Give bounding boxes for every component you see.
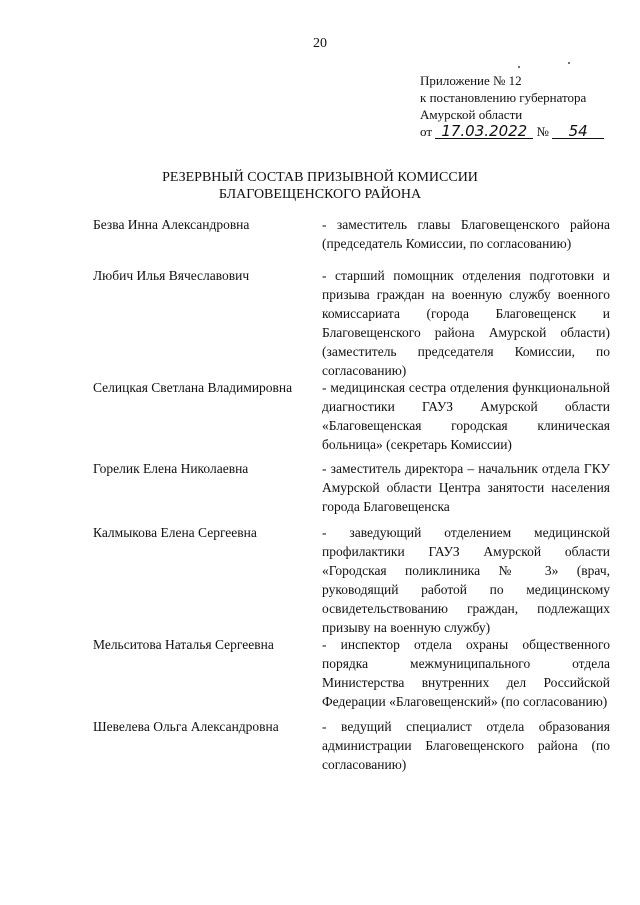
member-name: Мельситова Наталья Сергеевна: [93, 637, 274, 652]
date-prefix: от: [420, 124, 433, 139]
member-role: - заместитель директора – начальник отдела ГКУ Амурской области Центра занятости населения города Благовещенска: [322, 461, 610, 514]
member-role: - медицинская сестра отделения функциональной диагностики ГАУЗ Амурской области «Благовещенская городская клиническая больница» (секретарь Комиссии): [322, 380, 610, 452]
member-role: - инспектор отдела охраны общественного порядка межмуниципального отдела Министерства внутренних дел Российской Федерации «Благовещенский» (по согласованию): [322, 637, 610, 709]
title-line-2: БЛАГОВЕЩЕНСКОГО РАЙОНА: [218, 187, 422, 202]
member-role: - заместитель главы Благовещенского района (председатель Комиссии, по согласованию): [322, 217, 610, 251]
appendix-header: [420, 72, 620, 140]
scan-speck: [518, 66, 520, 68]
member-name: Безва Инна Александровна: [93, 217, 250, 232]
scan-speck: [568, 62, 570, 64]
title-line-1: РЕЗЕРВНЫЙ СОСТАВ ПРИЗЫВНОЙ КОМИССИИ: [162, 170, 478, 185]
member-role: - заведующий отделением медицинской профилактики ГАУЗ Амурской области «Городская поликлиника № 3» (врач, руководящий работой по медицинскому освидетельствованию граждан, подлежащих призыву на военную службу): [322, 525, 610, 635]
page-number: 20: [313, 36, 327, 51]
member-role: - старший помощник отделения подготовки и призыва граждан на военную службу военного комиссариата (города Благовещенск и Благовещенского района Амурской области) (заместитель председателя Комиссии, по согласованию): [322, 268, 610, 378]
member-role: - ведущий специалист отдела образования администрации Благовещенского района (по согласованию): [322, 719, 610, 772]
document-title: [0, 169, 640, 203]
member-name: Шевелева Ольга Александровна: [93, 719, 279, 734]
member-name: Горелик Елена Николаевна: [93, 461, 249, 476]
handwritten-date: 17.03.2022: [435, 124, 533, 139]
appendix-title: Приложение № 12: [420, 73, 522, 88]
member-name: Калмыкова Елена Сергеевна: [93, 525, 257, 540]
member-name: Любич Илья Вячеславович: [93, 268, 250, 283]
appendix-decree-ref: к постановлению губернатора: [420, 90, 587, 105]
appendix-date-line: [420, 123, 620, 140]
handwritten-number: 54: [552, 124, 604, 139]
number-prefix: №: [536, 124, 549, 139]
appendix-region: Амурской области: [420, 107, 523, 122]
member-name: Селицкая Светлана Владимировна: [93, 380, 293, 395]
